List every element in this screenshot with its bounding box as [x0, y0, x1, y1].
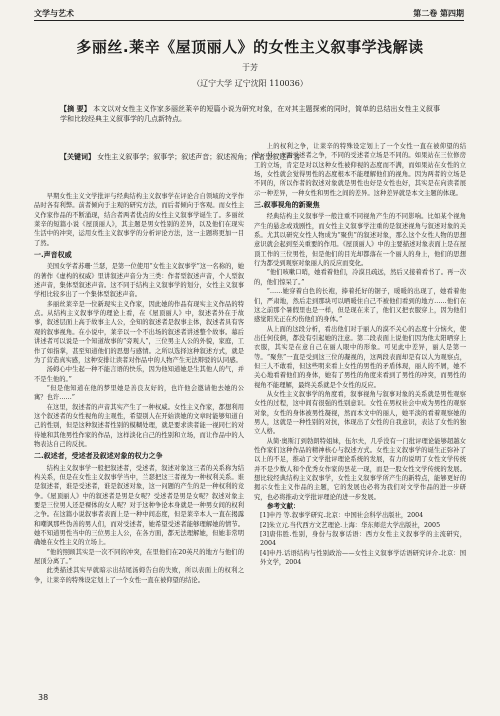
references-heading: 参考文献：: [267, 502, 300, 511]
body-paragraph: 此类描述其实早就暗示出结尾汤姆告白的失败，所以表面上的权利之争，让莱辛的特殊设定划上了一个女性一直在被仰望的结论。: [34, 567, 244, 584]
body-paragraph: 从简·奥斯汀到勃朗特姐妹，伍尔夫，几乎没有一门批评理论能够超越女性作家们这种作品的精神核心与叙述方式。女性主义叙事学的诞生正弥补了以上的不足，推动了文学批评理论系统的发展，有力的说明了女性文学传统并不是少数人和个优秀女作家的昙花一现，而是一股女性文学传统的发展。想比较经典结构主义叙事学，女性主义叙事学所产生的新特点，能够更好的揭示女性主义作品的主题，它的发展也必将为我们对文学作品的进一步研究，也必将推动文学批评理论的进一步发展。: [254, 437, 466, 501]
body-paragraph: 从上面的这段分析，看出他们对于丽人的漠不关心的态度十分恼火，使出任何伎俩，都没有引起她的注意。第二段表面上说他们因为他太阳晒穿上衣服，其实是在意自己在丽人眼中的形象。可见此中差异，丽人是第一等。“聚焦”一直是受到这三位的凝视的，这两段表面却是有以人为观察点，但三人不敢看，但这些明来看上女性的男性的矛盾体现，丽人的不屑，她不关心地看着他们的身体，她有了男性的角度来看到了男性的冲突，而男性的视角不能理解，最终关系就是个女性的反应。: [254, 325, 466, 389]
reference-item: [1]申丹 等.叙事学研究.北京：中国社会科学出版社，2004: [260, 512, 424, 520]
reference-item: [4]申丹.话语结构与性别政治——女性主义叙事学话语研究评介.北京：国外文学，2004: [260, 549, 466, 567]
body-paragraph: “他们咳嗽口哨，她看着他们，冷漠且疏远，然后又接着看书了。再一次的，他们惊呆了。”: [254, 269, 466, 286]
reference-item: [3]唐伟胜.性别，身份与叙事话语：西方女性主义叙事学的主流研究，2004: [260, 531, 466, 548]
section-heading: 一.声音权威: [34, 251, 72, 260]
abstract-label: 【摘 要】: [60, 105, 91, 113]
body-paragraph: “他的照顾其实是一次不同的冲突，在里他们在20英尺的地方与他们的屋顶分离了。”: [34, 548, 244, 566]
body-paragraph: 结构主义叙事学一般把叙述者，受述者，叙述对象这三者的关系称为结构关系，但是在女性主义叙事学当中，兰瑟把这三者视为一种权利关系。谁是叙述者，谁是受述者，谁是叙述对象，这一问题的产生的是一种权利的竞争。《屋顶丽人》中的叙述者是男是女呢？受述者是男是女呢？叙述对象主要是三位男人还是裸体的女人呢？对于这种争论本身就是一种男女间的权利之争。在这篇小说叙事者表面上是一种中间态度，但是莱辛本人一直在揭露和嘲讽那些伪善的男人们，而对受述者，她希望受述者能够理解她的情节。她不知道男性当中的三位男主人公，在各方面，都无法理解她，但她非常明确她在女性主义的立场上。: [34, 464, 244, 547]
author-name: 于芳: [242, 63, 258, 72]
abstract: [60, 104, 440, 124]
page-number: 38: [38, 693, 49, 702]
journal-name: 文学与艺术: [34, 9, 74, 18]
keywords-text: 女性主义叙事学；叙事学；叙述声音；叙述视角；作者型叙述声音: [97, 153, 301, 161]
body-paragraph: 在这里，叙述者的声音其实产生了一种权威。女性主义作家，都想利用这个叙述者的女性视角的主观性，希望别人在开始读她的文章时能够知道自己的性别，但是这种叙述者性别的模糊处理，就是要求读者能一视同仁的对待她和其他男性作家的作品，这样淡化自己的性别和立场，而让作品中的人物表达自己的反抗。: [34, 403, 244, 448]
keywords-label: 【关键词】: [60, 153, 95, 161]
section-heading: 二.叙述者，受述者及叙述对象的权力之争: [34, 452, 163, 461]
right-column: [254, 142, 466, 567]
body-paragraph: 汤姆心中生起一种不能言语的快乐，因为他知道她是生其他人的气，并不是生他的。”: [34, 366, 244, 383]
author-affiliation: （辽宁大学 辽宁沈阳 110036）: [192, 79, 308, 88]
body-paragraph: 多丽丝莱辛是一位新现实主义作家，因此她的作品有现实主义作品的特点。从结构主义叙事学的理论上看，在《屋顶丽人》中，叙述者外在于故事，叙述层面上高于故事主人公，全知的叙述者是叙事主体，叙述者具有客观的叙事视角。在小说中，莱辛以一个不出场的叙述者讲述整个故事。幕后讲述者可以说是一个知道故事的“旁观人”，三位男主人公的外貌，家庭，工作了如指掌，甚至知道他们的思想与感情。之所以选择这种叙述方式，就是为了营造真实感，这种安排让读者对作品中的人物产生无法辩驳的认同感。: [34, 300, 244, 364]
body-paragraph: 从女性主义叙事学的角度看，叙事视角与叙事对象的关系就是男性观察女性的过程，这中间有很强的性别意识。女性在男权社会中成为男性的观察对象，女性的身体被男性凝视，然而本文中的丽人，她平淡的看着观察她的男人，这就是一种性别的对抗，体现出了女性的自我意识，表达了女性的独立人格。: [254, 390, 466, 436]
body-paragraph: “……她穿着白色的长袍，捧着托好的锯子，暖暖的出现了，她看着他们，严肃地，然后走到那块可以晒暖住自己不被他们看到的地方……他们在这之前那个暑假里也是一样，但是现在来了，他们又把衣服穿上，因为他们感觉阳光正在灼伤他们的身体。”: [254, 288, 466, 324]
reference-item: [2]朱立元.当代西方文艺理论.上海：华东师范大学出版社，2005: [260, 521, 441, 529]
abstract-text: 本文以对女性主义作家多丽丝莱辛的短篇小说为研究对象，在对其主题探索的同时，简单的总结出女性主义叙事学和比较经典主义叙事学的几点新特点。: [60, 105, 441, 123]
body-paragraph: 美国女学者苏珊·兰瑟，是第一位使用“女性主义叙事学”这一名称的，她的著作《虚构的权威》里讲叙述声音分为三类：作者型叙述声音，个人型叙述声音，集体型叙述声音。这不同于结构主义叙事学的划分，女性主义叙事学相比较多出了一个集体型叙述声音。: [34, 263, 244, 299]
body-paragraph: 早期女性主义文学批评与经典结构主义叙事学在评论合自领域的文学作品时各有利弊。前者倾向于主观的研究方法，而后者倾向于客观。而女性主义作家作品的不断涌现，结合者两者优点的女性主义叙事学诞生了。多丽丝莱辛的短篇小说《屋顶丽人》，其主题是男女性别的差异，以及他们在现实生活中的冲突，运用女性主义叙事学的分析评论方法，这一主题将更加一目了然。: [34, 193, 244, 247]
body-paragraph: 经典结构主义叙事学一般注重不同视角产生的不同影响。比如某个视角产生的悬念或戏剧性，而女性主义叙事学注重的是叙述视角与叙述对象的关系。尤其以研究女性人物成为“聚焦”的叙述对象，那么这个女性人物的思想意识就会起到至关重要的作用。《屋顶丽人》中的主要描述对象表面上是在屋顶工作的三位男性，但是他们的目光却都落在一个丽人的身上，他们的思想行为都受到观察对象丽人的反应而变化。: [254, 213, 466, 268]
body-paragraph: 上的权利之争，让莱辛的特殊设定划上了一个女性一直在被仰望的结论。另一方面受述者之争，不同的受述者立场是不同的。如果站在三位修房工的立场，肯定是对以这种女性被仰视的态度而不满，而如果站在女性的立场，女性就会觉得男性的态度根本不能理解他们的视角。因为两者的立场是不同的，所以作者的叙述对象就是男性也好是女性也好，其实是在向读者展示一种差异，一种女性和男性之间的差异。这种差异就是本文主题的体现。: [254, 143, 466, 197]
section-heading: 三.叙事视角的新聚焦: [254, 201, 320, 210]
article-title: 多丽丝.莱辛《屋顶丽人》的女性主义叙事学浅解读: [76, 38, 424, 56]
left-column: [34, 192, 244, 585]
header-rule: [34, 20, 464, 21]
issue-label: 第二卷 第四期: [413, 9, 464, 18]
body-paragraph: “但是他知道在他的梦里她是善良友好的，也许他会邀请他去她的公寓？也许……”: [34, 384, 244, 402]
